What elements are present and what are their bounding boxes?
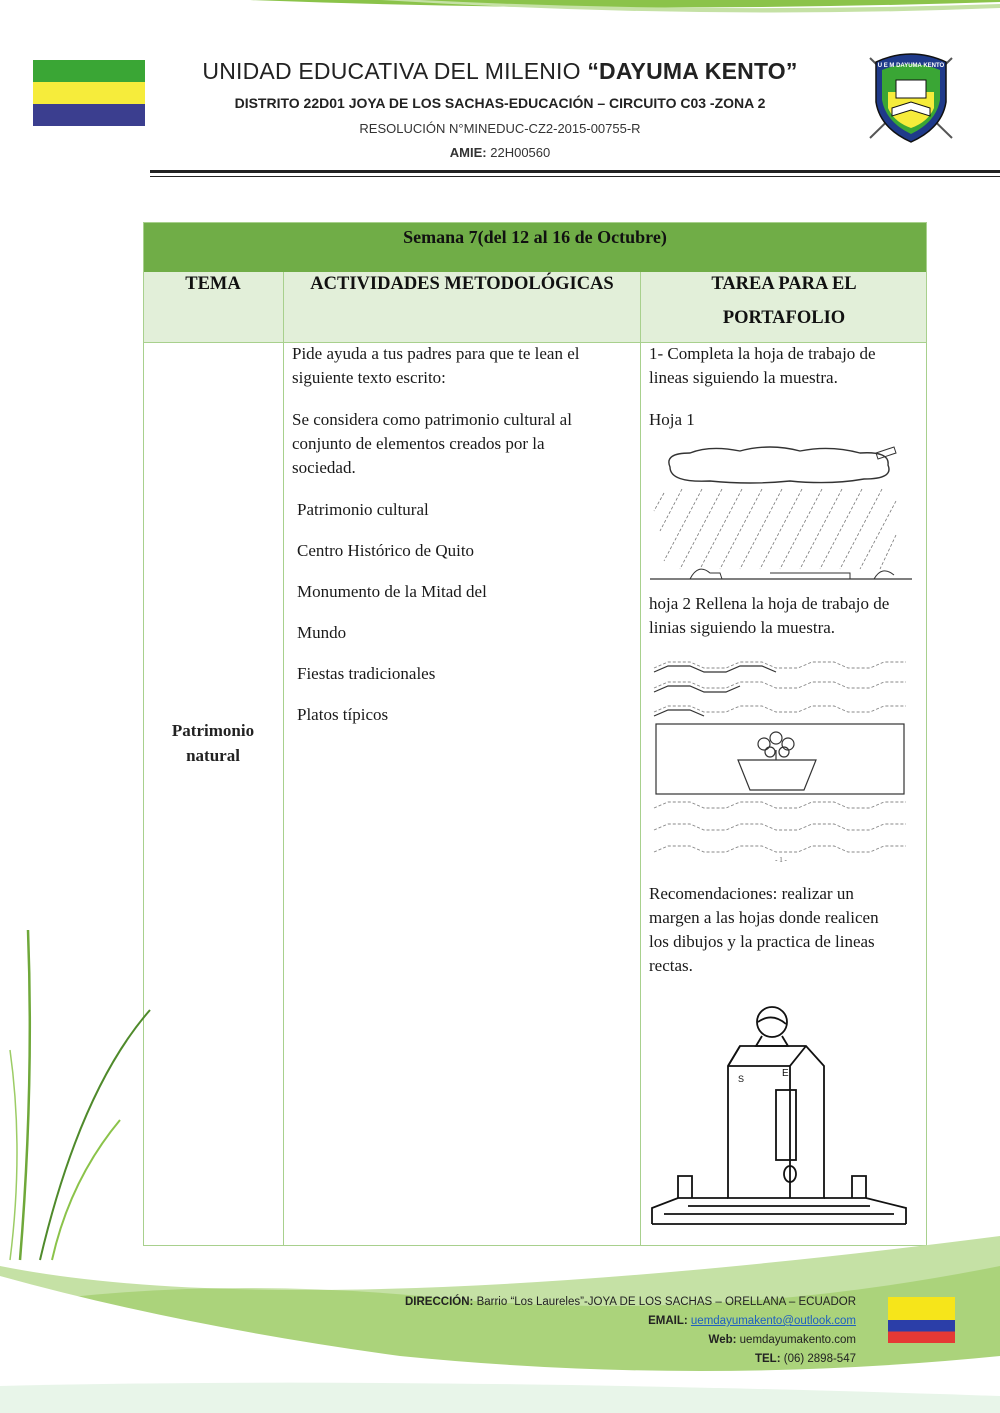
monument-letter-s: S: [738, 1074, 745, 1084]
mitad-del-mundo-monument-image: [648, 1002, 910, 1228]
resolution-line: RESOLUCIÓN N°MINEDUC-CZ2-2015-00755-R: [359, 121, 641, 136]
footer-web: [300, 1331, 856, 1350]
web-value: uemdayumakento.com: [739, 1334, 856, 1346]
zigzag-worksheet-image: [652, 658, 910, 864]
flag-left: [33, 60, 145, 126]
school-crest-icon: [862, 50, 960, 148]
column-header-tarea-line2: PORTAFOLIO: [722, 308, 846, 328]
school-name-bold: “DAYUMA KENTO”: [587, 58, 798, 84]
text-line: linias siguiendo la muestra.: [649, 618, 836, 637]
tema-line2: natural: [186, 746, 240, 765]
web-label: Web:: [708, 1334, 737, 1346]
header-divider: [150, 170, 1000, 173]
footer-tel: [300, 1350, 856, 1369]
column-header-actividades: ACTIVIDADES METODOLÓGICAS: [310, 274, 614, 294]
hoja1-label: Hoja 1: [649, 410, 695, 429]
address-value: Barrio “Los Laureles”-JOYA DE LOS SACHAS – ORELLANA – ECUADOR: [476, 1296, 856, 1308]
text-line: rectas.: [649, 956, 693, 975]
text-line: margen a las hojas donde realicen: [649, 908, 879, 927]
footer-contact: [300, 1293, 856, 1369]
address-label: DIRECCIÓN:: [405, 1296, 474, 1308]
monument-letter-e: E: [782, 1068, 789, 1079]
text-line: Recomendaciones: realizar un: [649, 884, 854, 903]
footer-address: [300, 1293, 856, 1312]
column-divider: [283, 272, 284, 1245]
email-link[interactable]: uemdayumakento@outlook.com: [690, 1315, 856, 1327]
column-header-tarea-line1: TAREA PARA EL: [711, 274, 857, 294]
footer-email: [300, 1312, 856, 1331]
header-divider-thin: [150, 176, 1000, 177]
tel-label: TEL:: [754, 1353, 781, 1365]
district-line: DISTRITO 22D01 JOYA DE LOS SACHAS-EDUCACIÓN – CIRCUITO C03 -ZONA 2: [234, 95, 766, 111]
amie-value: 22H00560: [490, 145, 551, 160]
recomendaciones: [649, 882, 921, 978]
top-decoration: [0, 0, 1000, 30]
text-line: los dibujos y la practica de lineas: [649, 932, 875, 951]
text-line: sociedad.: [292, 458, 356, 477]
tel-value: (06) 2898-547: [783, 1353, 856, 1365]
tarea-task2: [649, 592, 921, 640]
crest-text: U E M DAYUMA KENTO: [877, 63, 945, 69]
actividades-intro: [292, 342, 637, 390]
column-divider: [640, 272, 641, 1245]
list-item: Patrimonio cultural: [297, 500, 429, 519]
amie-label: AMIE:: [449, 145, 487, 160]
text-line: 1- Completa la hoja de trabajo de: [649, 344, 876, 363]
email-label: EMAIL:: [648, 1315, 688, 1327]
text-line: siguiente texto escrito:: [292, 368, 446, 387]
list-item: Platos típicos: [297, 705, 389, 724]
ecuador-flag-icon: [888, 1297, 955, 1343]
actividades-paragraph: [292, 408, 637, 480]
column-header-tarea: [641, 267, 927, 335]
school-name: [160, 58, 840, 85]
tarea-task1: [649, 342, 921, 390]
amie-line: [160, 145, 840, 160]
column-header-tema: TEMA: [185, 274, 241, 294]
tema-cell: [145, 718, 281, 768]
text-line: Se considera como patrimonio cultural al: [292, 410, 572, 429]
text-line: Pide ayuda a tus padres para que te lean el: [292, 344, 580, 363]
text-line: hoja 2 Rellena la hoja de trabajo de: [649, 594, 890, 613]
school-name-prefix: UNIDAD EDUCATIVA DEL MILENIO: [202, 58, 588, 84]
list-item: Mundo: [297, 623, 347, 642]
list-item: Fiestas tradicionales: [297, 664, 436, 683]
list-item: Monumento de la Mitad del: [297, 582, 487, 601]
school-header: [160, 58, 840, 160]
svg-text:- 1 -: - 1 -: [775, 856, 787, 864]
rain-worksheet-image: [650, 445, 912, 583]
text-line: lineas siguiendo la muestra.: [649, 368, 838, 387]
text-line: conjunto de elementos creados por la: [292, 434, 545, 453]
tema-line1: Patrimonio: [171, 721, 255, 740]
week-title: Semana 7(del 12 al 16 de Octubre): [144, 223, 926, 272]
list-item: Centro Histórico de Quito: [297, 541, 475, 560]
